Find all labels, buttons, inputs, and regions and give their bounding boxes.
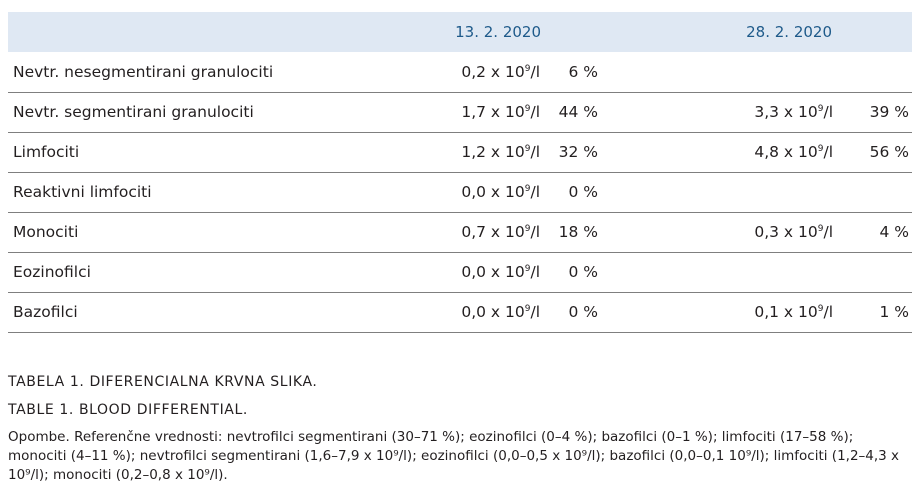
header-date-2: 28. 2. 2020 bbox=[746, 23, 833, 41]
percent-date-1: 18 % bbox=[558, 223, 599, 241]
table-row bbox=[8, 132, 912, 172]
row-label: Limfociti bbox=[13, 143, 80, 161]
value-date-1: 0,0 x $10^9/l$ bbox=[461, 263, 540, 281]
percent-date-1: 44 % bbox=[558, 103, 599, 121]
table-row bbox=[8, 172, 912, 212]
table-row bbox=[8, 292, 912, 332]
blood-differential-table bbox=[8, 12, 912, 333]
table-row bbox=[8, 252, 912, 292]
value-date-2: 0,1 x $10^9/l$ bbox=[754, 303, 834, 321]
value-date-2: 3,3 x $10^9/l$ bbox=[754, 103, 834, 121]
percent-date-2: 1 % bbox=[879, 303, 910, 321]
row-label: Nevtr. nesegmentirani granulociti bbox=[13, 62, 274, 81]
table-body bbox=[8, 52, 912, 332]
caption-slovene: TABELA 1. DIFERENCIALNA KRVNA SLIKA. bbox=[8, 374, 318, 390]
percent-date-2: 39 % bbox=[869, 103, 910, 121]
percent-date-1: 32 % bbox=[558, 143, 599, 161]
row-label: Reaktivni limfociti bbox=[13, 183, 152, 201]
value-date-1: 1,7 x $10^9/l$ bbox=[461, 103, 540, 121]
percent-date-2 bbox=[833, 52, 912, 92]
percent-date-2 bbox=[833, 172, 912, 212]
caption-english: TABLE 1. BLOOD DIFFERENTIAL. bbox=[8, 402, 248, 418]
header-empty-cell bbox=[8, 12, 383, 52]
percent-date-2: 4 % bbox=[879, 223, 910, 241]
percent-date-1: 6 % bbox=[568, 62, 599, 81]
table-row bbox=[8, 52, 912, 92]
value-date-1: 1,2 x $10^9/l$ bbox=[461, 143, 540, 161]
table-captions bbox=[8, 372, 914, 499]
table-row bbox=[8, 212, 912, 252]
percent-date-1: 0 % bbox=[568, 183, 599, 201]
percent-date-1: 0 % bbox=[568, 263, 599, 281]
value-date-1: 0,0 x $10^9/l$ bbox=[461, 183, 540, 201]
value-date-1: 0,0 x $10^9/l$ bbox=[461, 303, 540, 321]
value-date-2 bbox=[615, 172, 833, 212]
blood-differential-table-container bbox=[8, 12, 912, 333]
header-date-1: 13. 2. 2020 bbox=[455, 23, 542, 41]
row-label: Bazofilci bbox=[13, 303, 78, 321]
percent-date-1: 0 % bbox=[568, 303, 599, 321]
row-label: Nevtr. segmentirani granulociti bbox=[13, 103, 254, 121]
value-date-2: 4,8 x $10^9/l$ bbox=[754, 143, 834, 161]
table-header-row bbox=[8, 12, 912, 52]
caption-note: Opombe. Referenčne vrednosti: nevtrofilci segmentirani (30–71 %); eozinofilci (0–4 %); bazofilci (0–1 %); limfociti (17–58 %); monociti (4–11 %); nevtrofilci segmentirani (1,6–7,9 x 10⁹/l); eozinofilci (0,0–0,5 x 10⁹/l); bazofilci (0,0–0,1 10⁹/l); limfociti (1,2–4,3 x 10⁹/l); monociti (0,2–0,8 x 10⁹/l). bbox=[8, 429, 900, 483]
value-date-2: 0,3 x $10^9/l$ bbox=[754, 223, 834, 241]
value-date-1: 0,7 x $10^9/l$ bbox=[461, 223, 540, 241]
value-date-2 bbox=[615, 252, 833, 292]
row-label: Monociti bbox=[13, 223, 79, 241]
table-row bbox=[8, 92, 912, 132]
value-date-1: 0,2 x $10^9/l$ bbox=[461, 62, 540, 81]
percent-date-2: 56 % bbox=[869, 143, 910, 161]
percent-date-2 bbox=[833, 252, 912, 292]
row-label: Eozinofilci bbox=[13, 263, 91, 281]
value-date-2 bbox=[615, 52, 833, 92]
